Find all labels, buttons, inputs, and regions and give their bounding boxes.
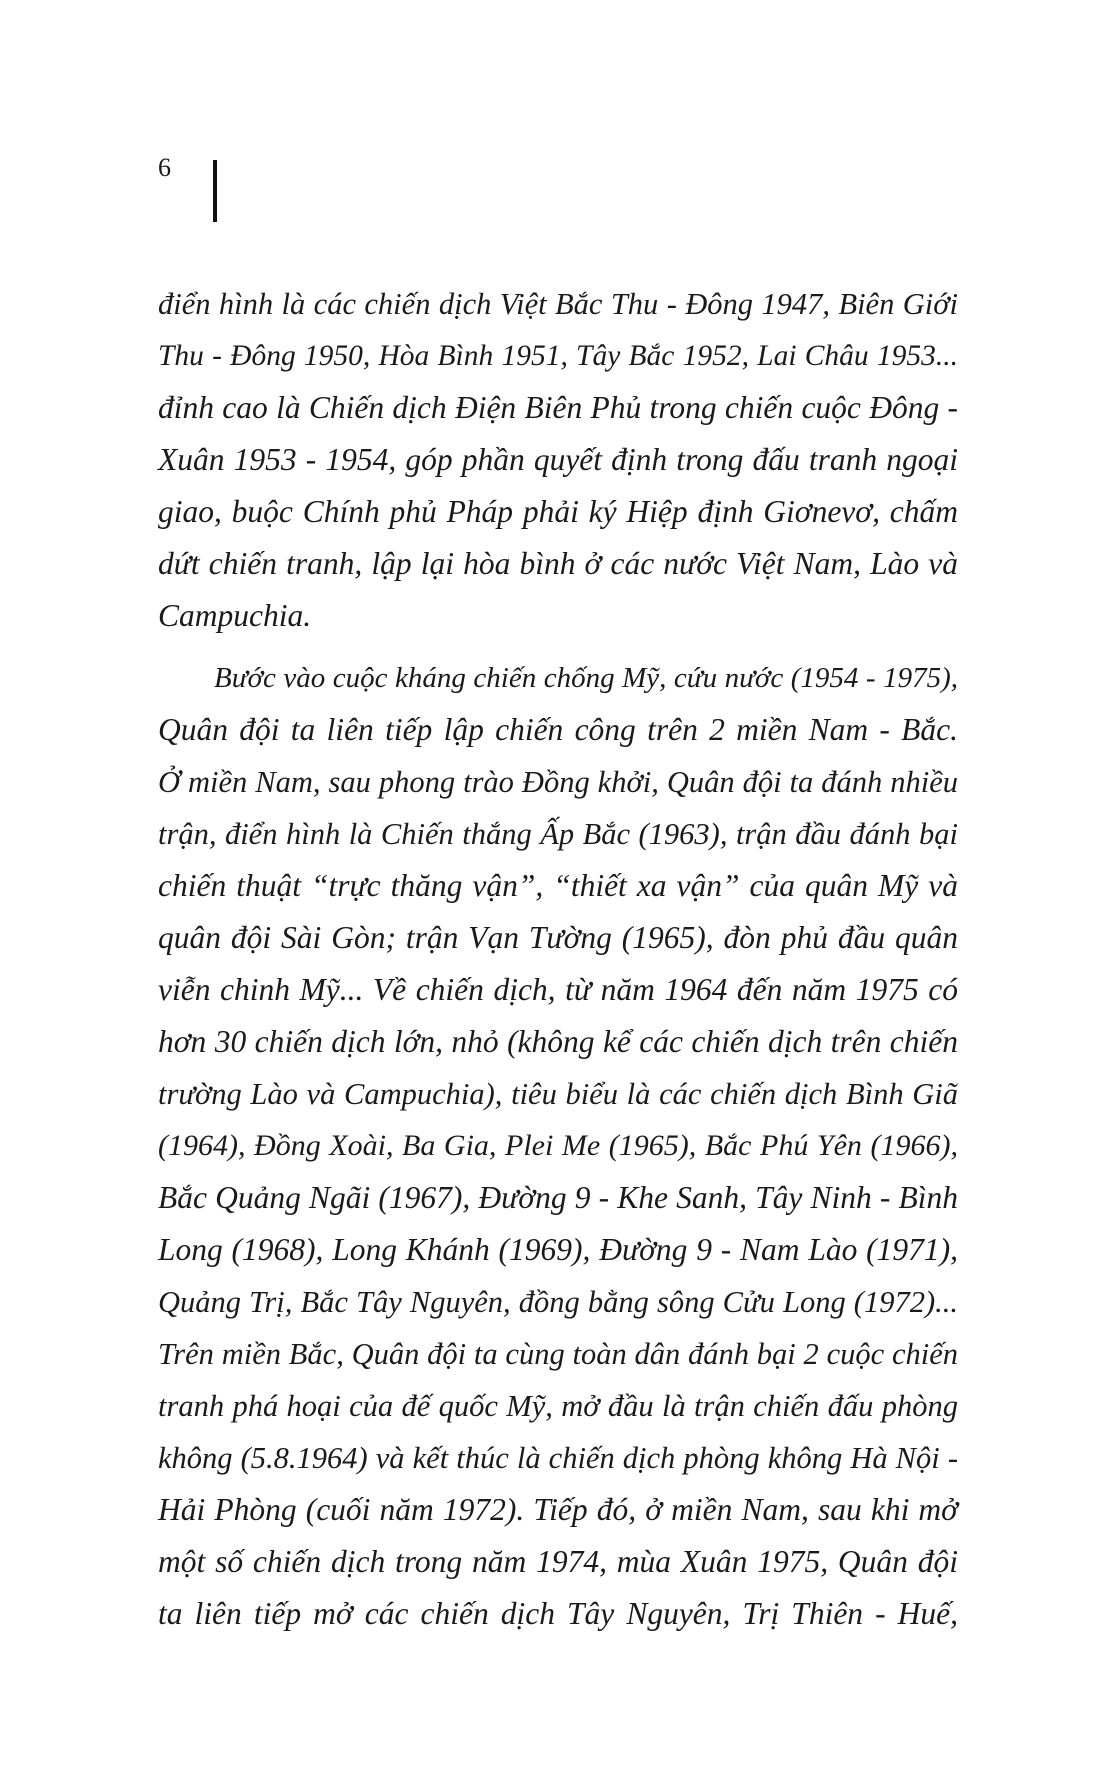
text-line: quân đội Sài Gòn; trận Vạn Tường (1965), đòn phủ đầu quân: [158, 920, 958, 955]
text-line: hơn 30 chiến dịch lớn, nhỏ (không kể các chiến dịch trên chiến: [158, 1024, 958, 1059]
text-line: Trên miền Bắc, Quân đội ta cùng toàn dân đánh bại 2 cuộc chiến: [158, 1337, 958, 1371]
text-line: giao, buộc Chính phủ Pháp phải ký Hiệp định Giơnevơ, chấm: [158, 494, 958, 529]
text-line: điển hình là các chiến dịch Việt Bắc Thu - Đông 1947, Biên Giới: [158, 287, 958, 321]
text-line: tranh phá hoại của đế quốc Mỹ, mở đầu là trận chiến đấu phòng: [158, 1389, 958, 1423]
text-line: Ở miền Nam, sau phong trào Đồng khởi, Quân đội ta đánh nhiều: [158, 765, 958, 799]
text-line: Bước vào cuộc kháng chiến chống Mỹ, cứu nước (1954 - 1975),: [214, 662, 958, 694]
paragraph-1: [158, 278, 958, 642]
text-line: Campuchia.: [158, 598, 312, 633]
text-line: Long (1968), Long Khánh (1969), Đường 9 - Nam Lào (1971),: [158, 1232, 958, 1267]
text-line: Hải Phòng (cuối năm 1972). Tiếp đó, ở miền Nam, sau khi mở: [158, 1492, 958, 1527]
text-line: đỉnh cao là Chiến dịch Điện Biên Phủ trong chiến cuộc Đông -: [158, 390, 958, 425]
text-line: Bắc Quảng Ngãi (1967), Đường 9 - Khe Sanh, Tây Ninh - Bình: [158, 1180, 958, 1215]
text-line: Quảng Trị, Bắc Tây Nguyên, đồng bằng sông Cửu Long (1972)...: [158, 1285, 958, 1319]
page-number: 6: [158, 153, 171, 182]
text-line: viễn chinh Mỹ... Về chiến dịch, từ năm 1964 đến năm 1975 có: [158, 972, 958, 1007]
text-line: ta liên tiếp mở các chiến dịch Tây Nguyên, Trị Thiên - Huế,: [158, 1596, 958, 1631]
header-rule: [213, 160, 217, 222]
body-text: [158, 278, 958, 1640]
text-line: (1964), Đồng Xoài, Ba Gia, Plei Me (1965), Bắc Phú Yên (1966),: [158, 1129, 958, 1162]
paragraph-2: [158, 652, 958, 1640]
text-line: dứt chiến tranh, lập lại hòa bình ở các nước Việt Nam, Lào và: [158, 546, 958, 581]
text-line: chiến thuật “trực thăng vận”, “thiết xa vận” của quân Mỹ và: [158, 868, 958, 903]
text-line: Xuân 1953 - 1954, góp phần quyết định trong đấu tranh ngoại: [158, 442, 958, 477]
text-line: Thu - Đông 1950, Hòa Bình 1951, Tây Bắc 1952, Lai Châu 1953...: [158, 340, 958, 372]
text-line: trận, điển hình là Chiến thắng Ấp Bắc (1963), trận đầu đánh bại: [158, 817, 958, 851]
text-line: Quân đội ta liên tiếp lập chiến công trên 2 miền Nam - Bắc.: [158, 712, 958, 747]
paragraph-gap: [158, 642, 958, 652]
text-line: một số chiến dịch trong năm 1974, mùa Xuân 1975, Quân đội: [158, 1544, 958, 1579]
text-line: không (5.8.1964) và kết thúc là chiến dịch phòng không Hà Nội -: [158, 1441, 958, 1475]
text-line: trường Lào và Campuchia), tiêu biểu là các chiến dịch Bình Giã: [158, 1077, 958, 1111]
